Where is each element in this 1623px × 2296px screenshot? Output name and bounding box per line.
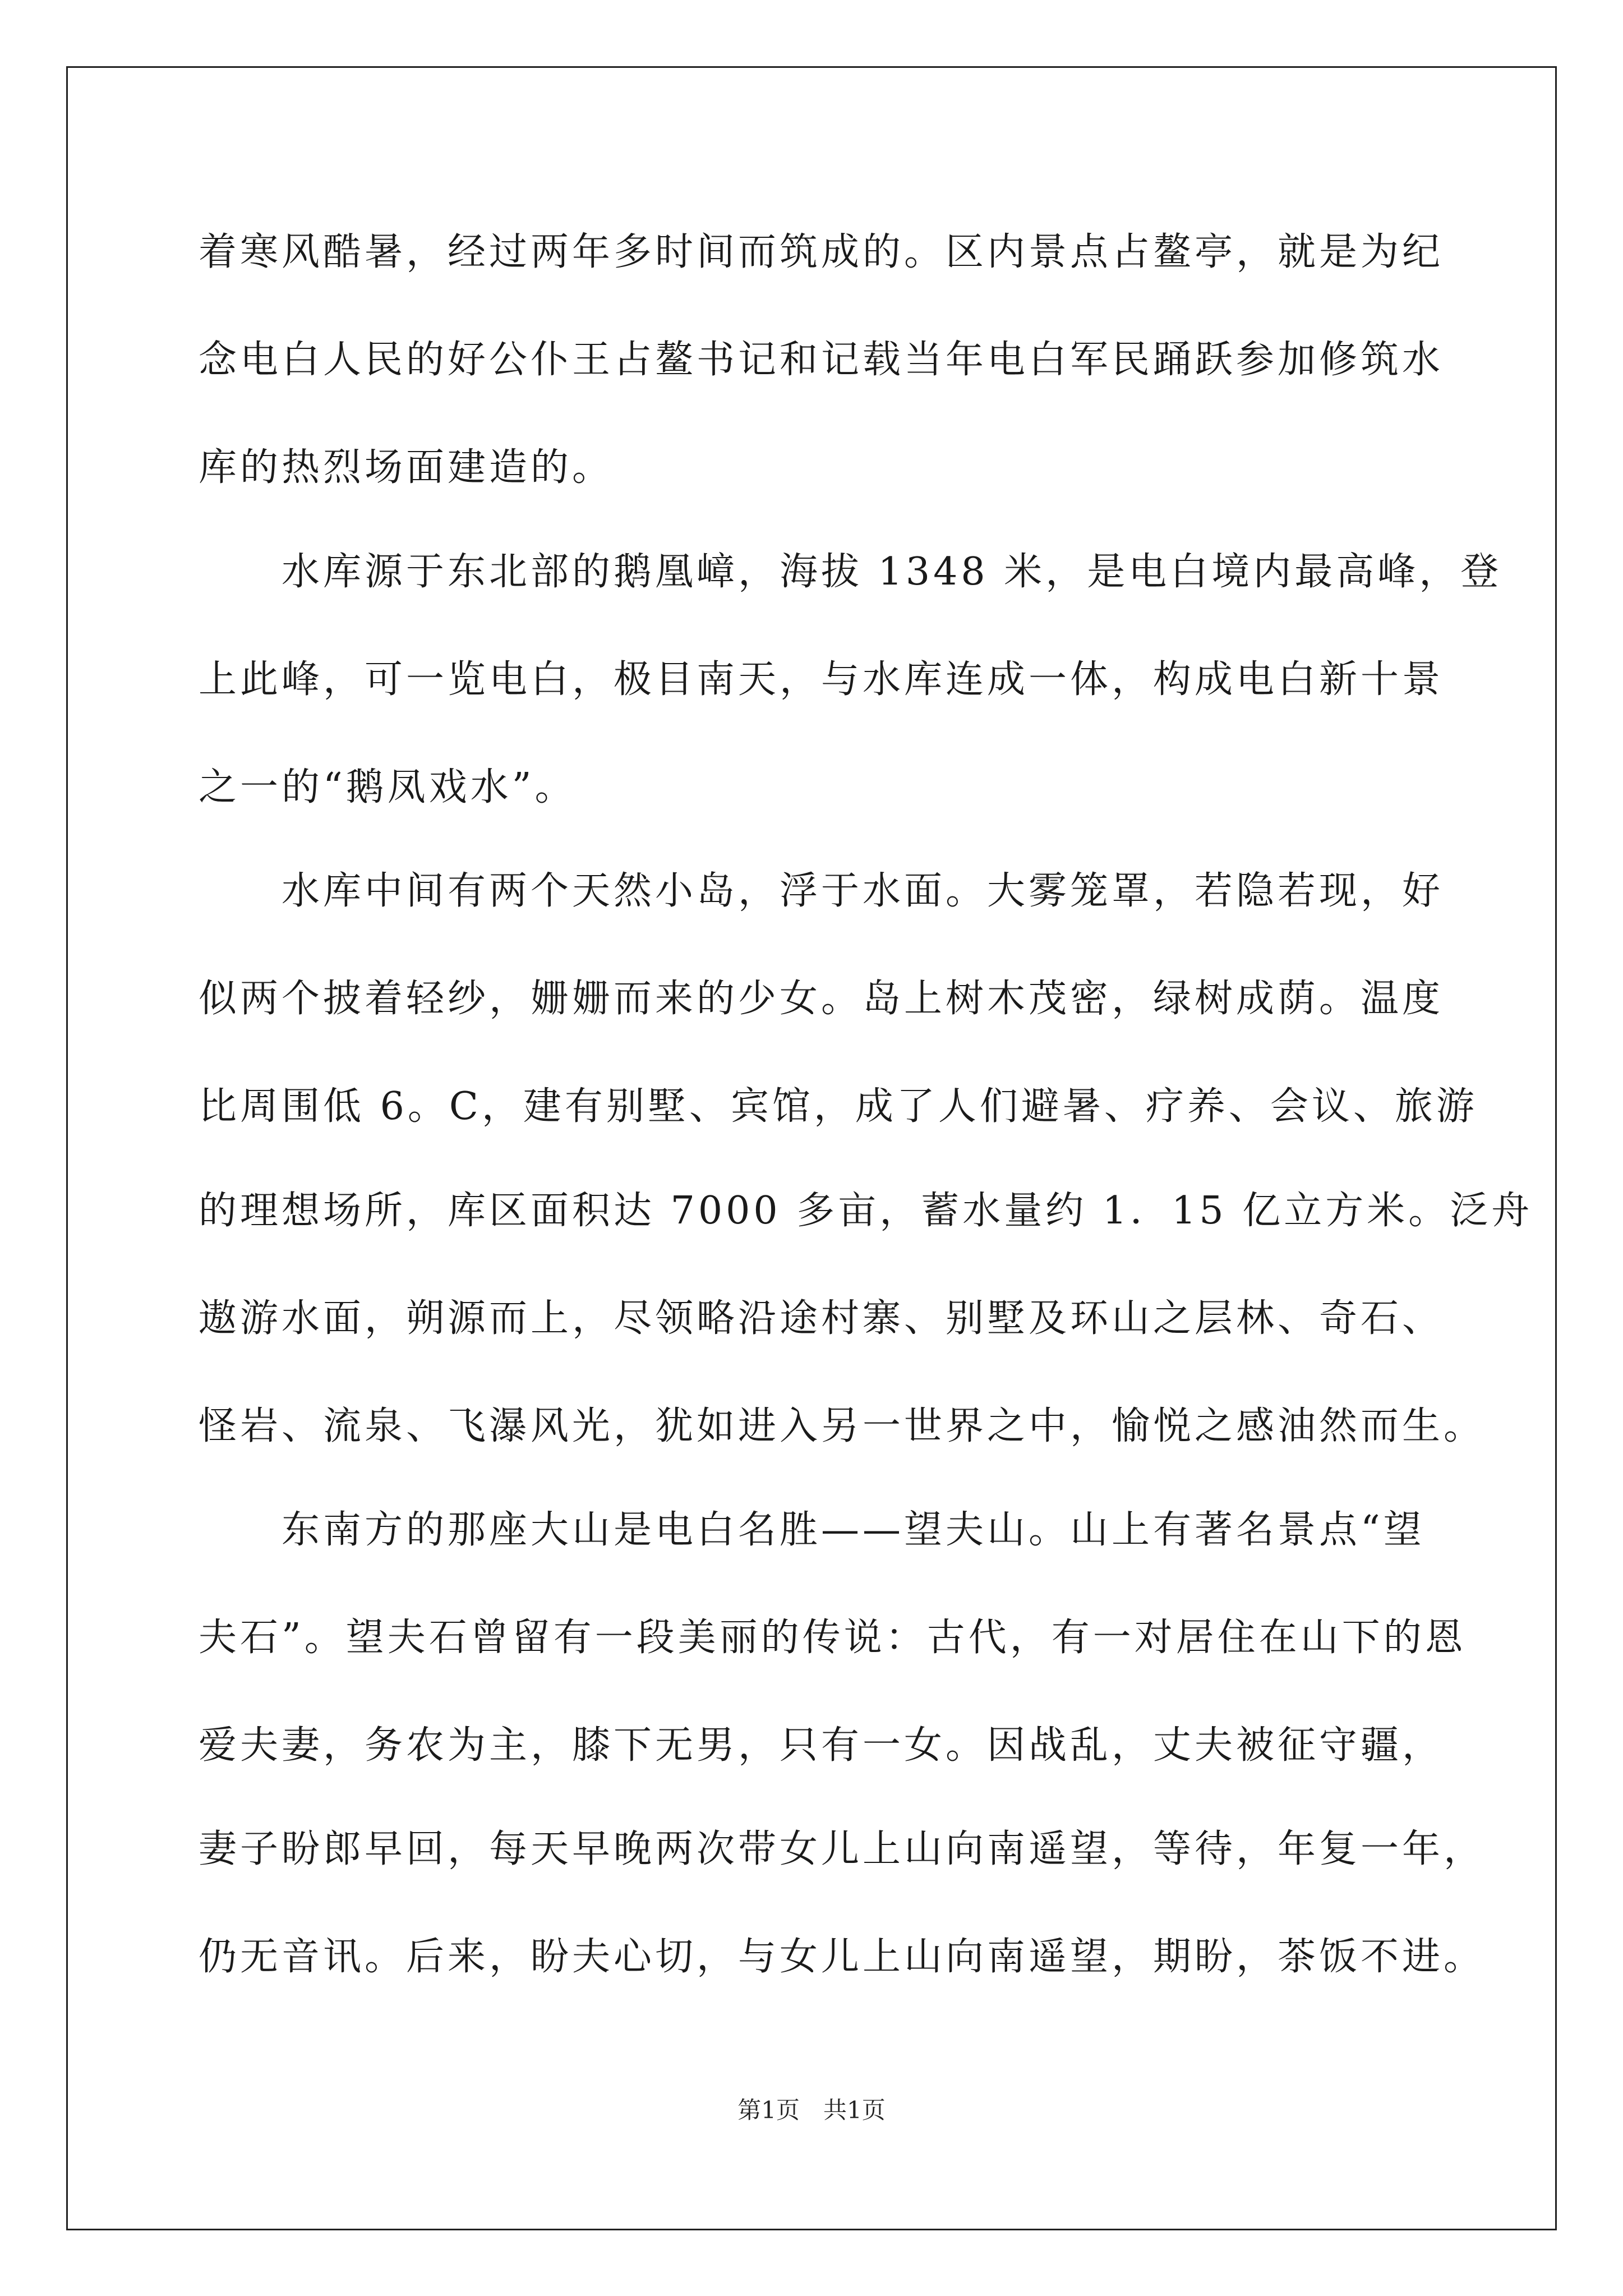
text-line: 水库源于东北部的鹅凰嶂，海拔 1348 米，是电白境内最高峰，登 xyxy=(199,550,1502,594)
text-line: 的理想场所，库区面积达 7000 多亩，蓄水量约 1．15 亿立方米。泛舟 xyxy=(199,1189,1533,1233)
page-number-footer: 第1页 共1页 xyxy=(737,2096,886,2124)
text-line: 妻子盼郎早回，每天早晚两次带女儿上山向南遥望，等待，年复一年， xyxy=(199,1827,1486,1871)
text-line: 怪岩、流泉、飞瀑风光，犹如进入另一世界之中，愉悦之感油然而生。 xyxy=(199,1404,1486,1448)
text-line: 东南方的那座大山是电白名胜——望夫山。山上有著名景点“望 xyxy=(199,1508,1425,1552)
text-line: 着寒风酷暑，经过两年多时间而筑成的。区内景点占鳌亭，就是为纪 xyxy=(199,230,1444,274)
text-line: 库的热烈场面建造的。 xyxy=(199,445,614,490)
text-line: 水库中间有两个天然小岛，浮于水面。大雾笼罩，若隐若现，好 xyxy=(199,869,1444,913)
text-line: 之一的“鹅凤戏水”。 xyxy=(199,765,577,809)
text-line: 爱夫妻，务农为主，膝下无男，只有一女。因战乱，丈夫被征守疆， xyxy=(199,1723,1444,1768)
text-line: 比周围低 6。C，建有别墅、宾馆，成了人们避暑、疗养、会议、旅游 xyxy=(199,1084,1478,1129)
text-line: 夫石”。望夫石曾留有一段美丽的传说：古代，有一对居住在山下的恩 xyxy=(199,1616,1467,1660)
text-line: 遨游水面，朔源而上，尽领略沿途村寨、别墅及环山之层林、奇石、 xyxy=(199,1296,1444,1341)
page-border xyxy=(66,66,1557,2230)
text-line: 念电白人民的好公仆王占鳌书记和记载当年电白军民踊跃参加修筑水 xyxy=(199,338,1444,382)
text-line: 仍无音讯。后来，盼夫心切，与女儿上山向南遥望，期盼，茶饭不进。 xyxy=(199,1935,1486,1979)
text-line: 上此峰，可一览电白，极目南天，与水库连成一体，构成电白新十景 xyxy=(199,657,1444,702)
text-line: 似两个披着轻纱，姗姗而来的少女。岛上树木茂密，绿树成荫。温度 xyxy=(199,977,1444,1021)
